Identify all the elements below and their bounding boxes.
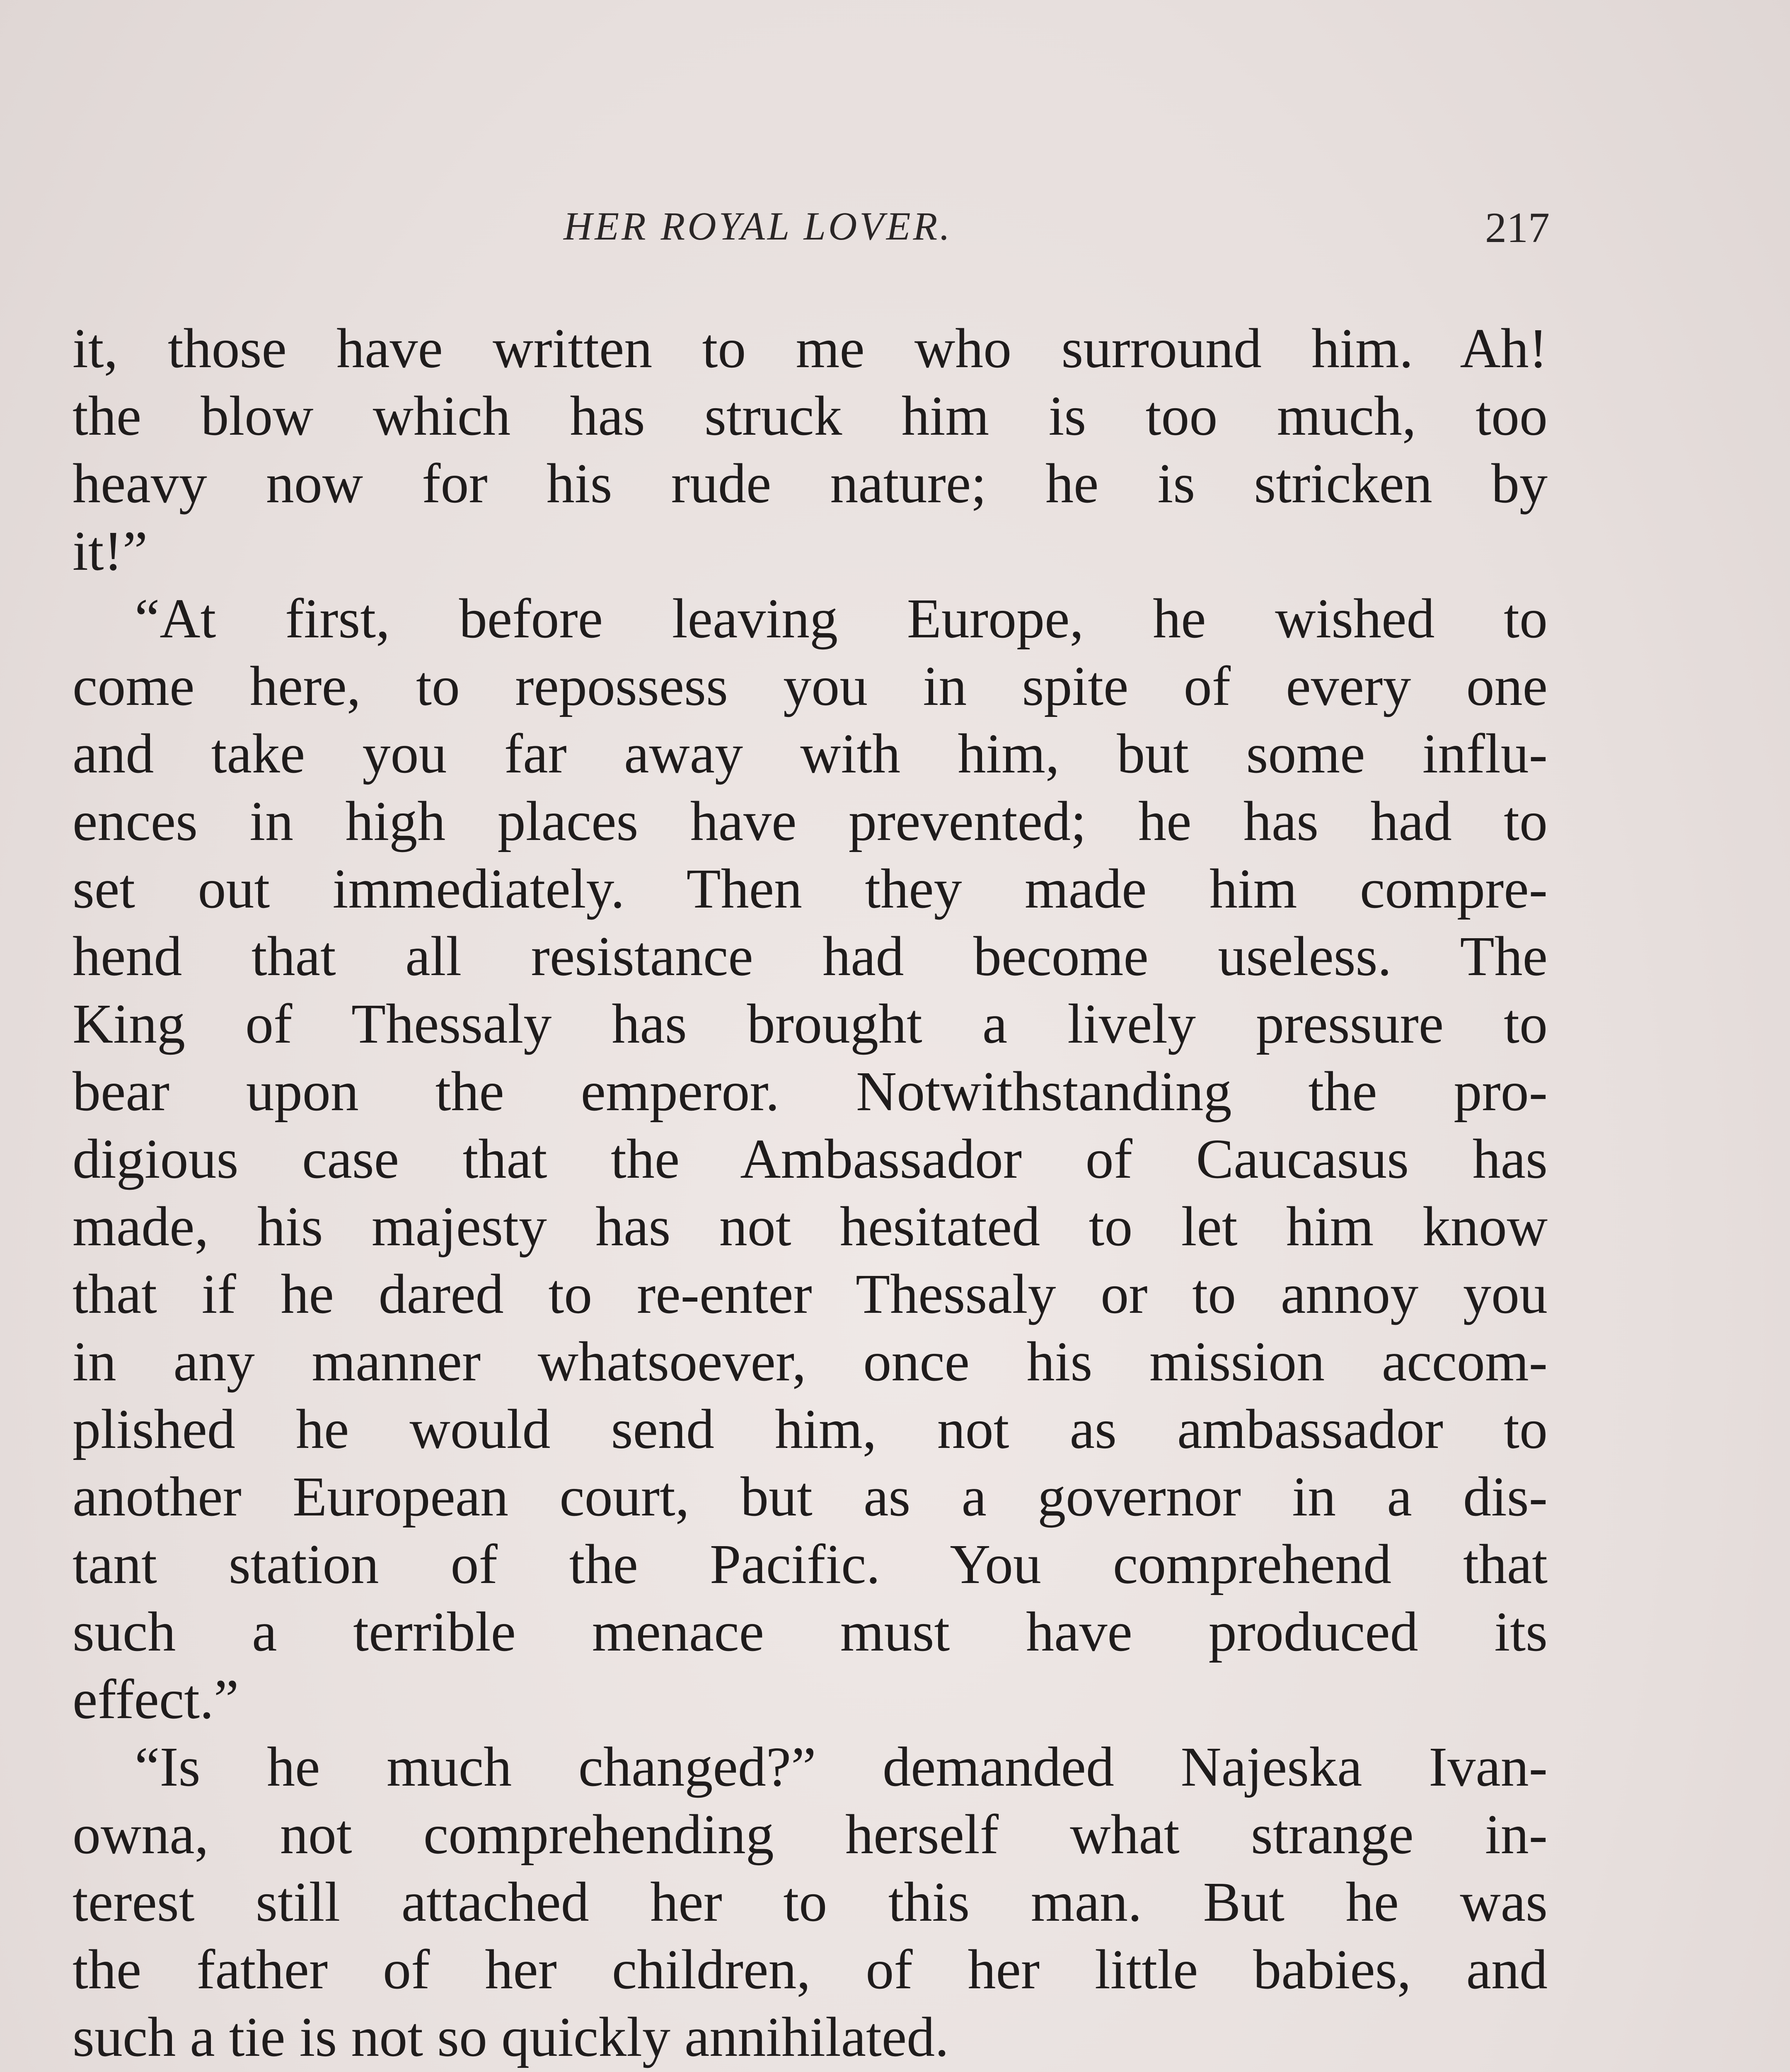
text-line: King of Thessaly has brought a lively pressure to — [73, 993, 1548, 1055]
text-line: terest still attached her to this man. But he was — [73, 1871, 1548, 1933]
text-line: bear upon the emperor. Notwithstanding the pro- — [73, 1060, 1548, 1123]
text-line: come here, to repossess you in spite of every one — [73, 655, 1548, 717]
text-line: such a terrible menace must have produced its — [73, 1601, 1548, 1663]
text-line: plished he would send him, not as ambassador to — [73, 1398, 1548, 1460]
text-line: it, those have written to me who surround him. Ah! — [73, 317, 1548, 380]
text-line: ences in high places have prevented; he has had to — [73, 790, 1548, 852]
text-line: hend that all resistance had become useless. The — [73, 925, 1548, 988]
page-number: 217 — [1485, 204, 1550, 252]
text-line: tant station of the Pacific. You comprehend that — [73, 1533, 1548, 1595]
text-line: it!” — [73, 520, 148, 582]
text-line: made, his majesty has not hesitated to let him know — [73, 1196, 1548, 1258]
text-line: another European court, but as a governor in a dis- — [73, 1466, 1548, 1528]
text-line: “Is he much changed?” demanded Najeska Ivan- — [135, 1736, 1548, 1798]
body-text — [73, 315, 1548, 2072]
text-line: set out immediately. Then they made him compre- — [73, 858, 1548, 920]
text-line: such a tie is not so quickly annihilated. — [73, 2006, 949, 2068]
text-line: owna, not comprehending herself what strange in- — [73, 1803, 1548, 1866]
running-head — [75, 203, 1550, 265]
text-line: in any manner whatsoever, once his mission accom- — [73, 1331, 1548, 1393]
text-line: heavy now for his rude nature; he is stricken by — [73, 453, 1548, 515]
text-line: that if he dared to re-enter Thessaly or to annoy you — [73, 1263, 1548, 1325]
text-line: “At first, before leaving Europe, he wished to — [135, 588, 1548, 650]
text-line: the father of her children, of her little babies, and — [73, 1939, 1548, 2001]
text-line: and take you far away with him, but some influ- — [73, 723, 1548, 785]
text-line: the blow which has struck him is too much, too — [73, 385, 1548, 447]
text-line: effect.” — [73, 1668, 239, 1731]
running-title: HER ROYAL LOVER. — [564, 204, 953, 248]
text-line: digious case that the Ambassador of Caucasus has — [73, 1128, 1548, 1190]
